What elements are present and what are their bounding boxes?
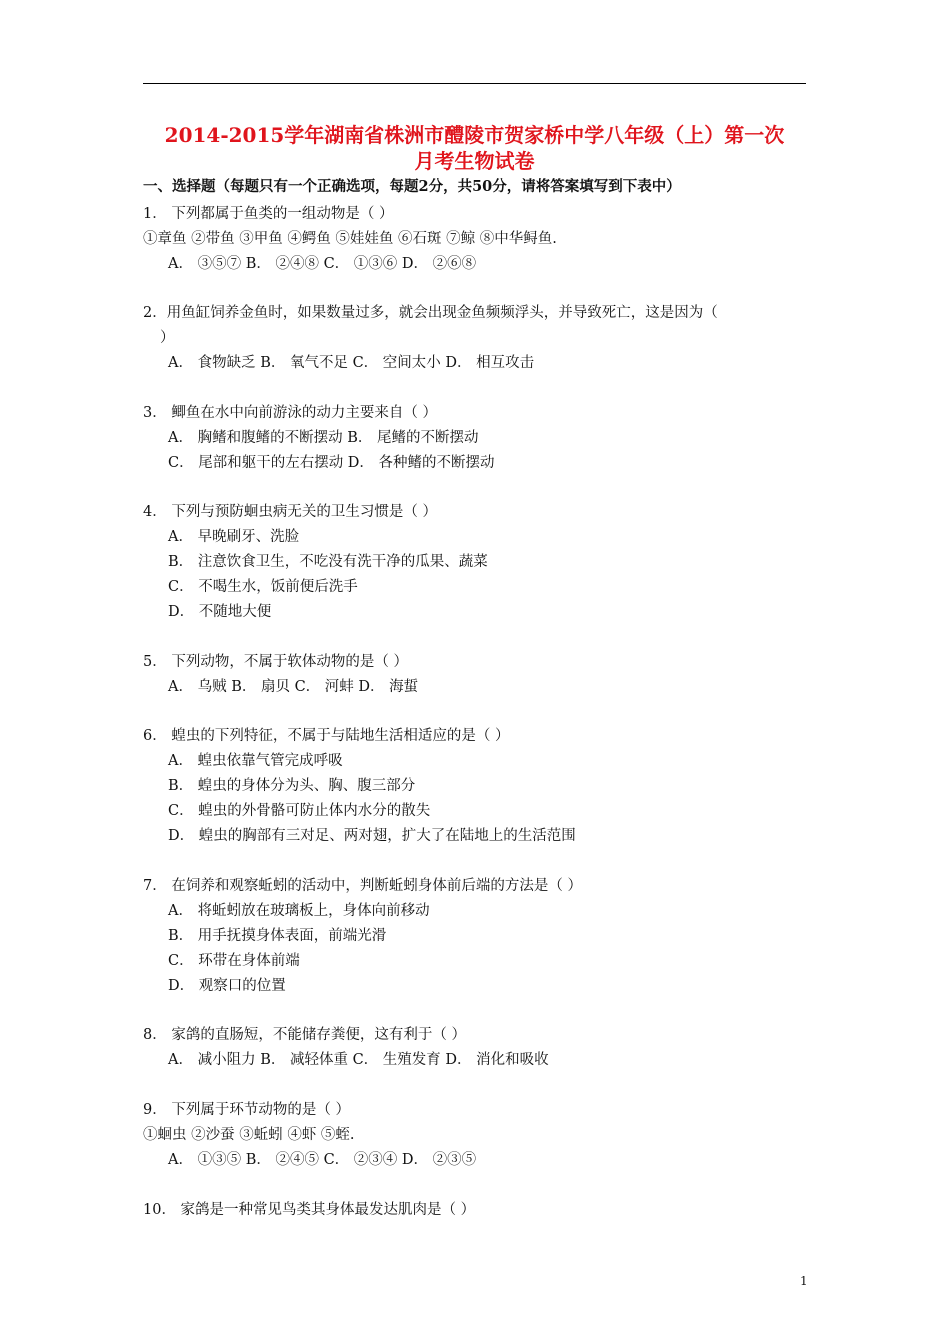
question-9-items: ①蛔虫 ②沙蚕 ③蚯蚓 ④虾 ⑤蛭. bbox=[143, 1127, 355, 1143]
document-title bbox=[143, 122, 806, 174]
question-3-options-row-1: A． 胸鳍和腹鳍的不断摆动 B． 尾鳍的不断摆动 bbox=[168, 430, 479, 446]
question-6-option-d: D． 蝗虫的胸部有三对足、两对翅，扩大了在陆地上的生活范围 bbox=[168, 828, 576, 844]
question-1-options: A． ③⑤⑦ B． ②④⑧ C． ①③⑥ D． ②⑥⑧ bbox=[168, 256, 477, 272]
question-9-stem: 9． 下列属于环节动物的是（ ） bbox=[143, 1102, 350, 1118]
section-heading: 一、选择题（每题只有一个正确选项，每题2分，共50分，请将答案填写到下表中） bbox=[143, 178, 681, 195]
question-2-stem-cont: ） bbox=[160, 330, 175, 346]
question-8-stem: 8． 家鸽的直肠短，不能储存粪便，这有利于（ ） bbox=[143, 1027, 466, 1043]
question-3-stem: 3． 鲫鱼在水中向前游泳的动力主要来自（ ） bbox=[143, 405, 437, 421]
question-4-option-c: C． 不喝生水，饭前便后洗手 bbox=[168, 579, 358, 595]
question-4-option-d: D． 不随地大便 bbox=[168, 604, 272, 620]
question-7-option-c: C． 环带在身体前端 bbox=[168, 953, 300, 969]
question-6-stem: 6． 蝗虫的下列特征，不属于与陆地生活相适应的是（ ） bbox=[143, 728, 510, 744]
question-6-option-c: C． 蝗虫的外骨骼可防止体内水分的散失 bbox=[168, 803, 431, 819]
question-5-stem: 5． 下列动物，不属于软体动物的是（ ） bbox=[143, 654, 408, 670]
question-7-option-a: A． 将蚯蚓放在玻璃板上，身体向前移动 bbox=[168, 903, 430, 919]
question-7-option-d: D． 观察口的位置 bbox=[168, 978, 286, 994]
question-4-option-a: A． 早晚刷牙、洗脸 bbox=[168, 529, 300, 545]
title-line-2: 月考生物试卷 bbox=[414, 149, 535, 173]
question-3-options-row-2: C． 尾部和躯干的左右摆动 D． 各种鳍的不断摆动 bbox=[168, 455, 495, 471]
question-5-options: A． 乌贼 B． 扇贝 C． 河蚌 D． 海蜇 bbox=[168, 679, 419, 695]
title-line-1: 2014-2015学年湖南省株洲市醴陵市贺家桥中学八年级（上）第一次 bbox=[164, 123, 785, 147]
question-2-options: A． 食物缺乏 B． 氧气不足 C． 空间太小 D． 相互攻击 bbox=[168, 355, 535, 371]
question-7-option-b: B． 用手抚摸身体表面，前端光滑 bbox=[168, 928, 387, 944]
page-number: 1 bbox=[800, 1274, 808, 1288]
question-4-stem: 4． 下列与预防蛔虫病无关的卫生习惯是（ ） bbox=[143, 504, 437, 520]
question-1-items: ①章鱼 ②带鱼 ③甲鱼 ④鳄鱼 ⑤娃娃鱼 ⑥石斑 ⑦鲸 ⑧中华鲟鱼. bbox=[143, 231, 557, 247]
question-7-stem: 7． 在饲养和观察蚯蚓的活动中，判断蚯蚓身体前后端的方法是（ ） bbox=[143, 878, 582, 894]
question-8-options: A． 减小阻力 B． 减轻体重 C． 生殖发育 D． 消化和吸收 bbox=[168, 1052, 549, 1068]
question-6-option-a: A． 蝗虫依靠气管完成呼吸 bbox=[168, 753, 343, 769]
question-9-options: A． ①③⑤ B． ②④⑤ C． ②③④ D． ②③⑤ bbox=[168, 1152, 477, 1168]
question-1-stem: 1． 下列都属于鱼类的一组动物是（ ） bbox=[143, 206, 394, 222]
question-6-option-b: B． 蝗虫的身体分为头、胸、腹三部分 bbox=[168, 778, 416, 794]
question-2-stem: 2．用鱼缸饲养金鱼时，如果数量过多，就会出现金鱼频频浮头，并导致死亡，这是因为（ bbox=[143, 305, 718, 321]
question-4-option-b: B． 注意饮食卫生，不吃没有洗干净的瓜果、蔬菜 bbox=[168, 554, 488, 570]
question-10-stem: 10． 家鸽是一种常见鸟类其身体最发达肌肉是（ ） bbox=[143, 1202, 476, 1218]
header-rule bbox=[143, 83, 806, 84]
